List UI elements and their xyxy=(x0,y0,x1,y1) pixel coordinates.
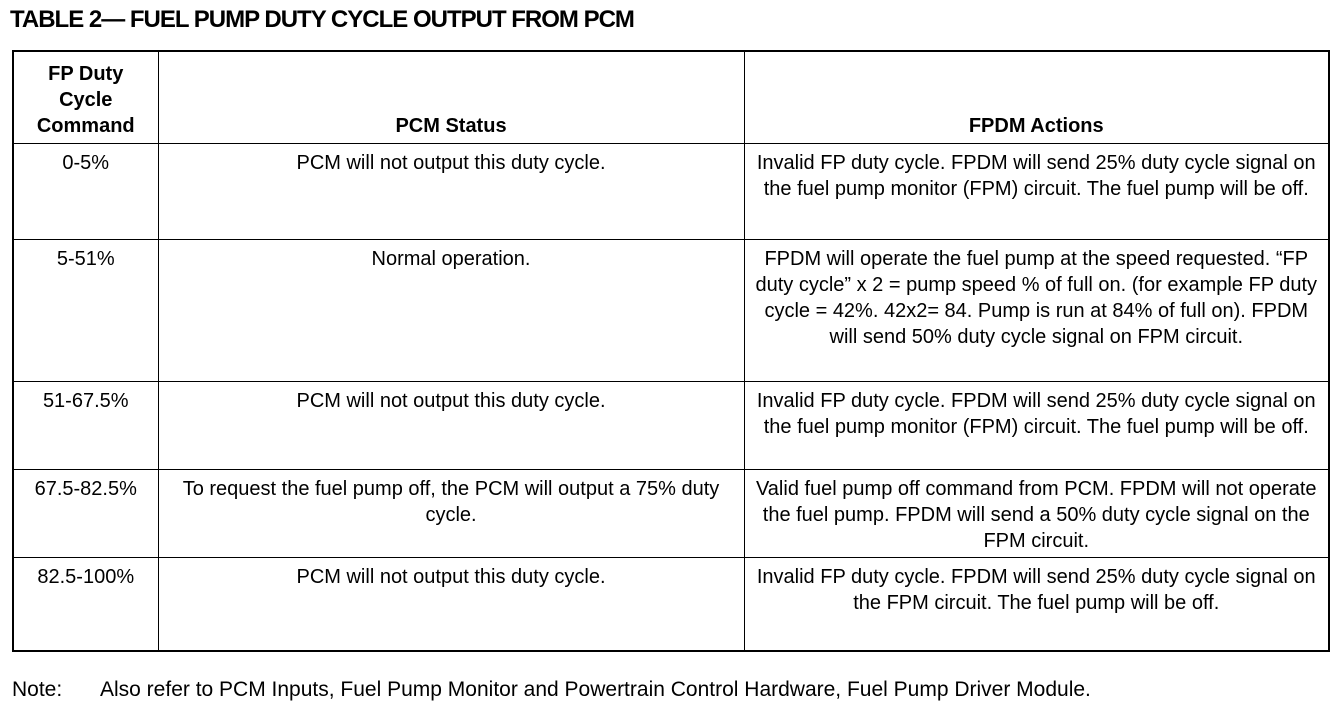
duty-cycle-table xyxy=(12,50,1330,652)
table-row xyxy=(13,239,1329,381)
cell-fpdm-actions: Invalid FP duty cycle. FPDM will send 25% duty cycle signal on the fuel pump monitor (FPM) circuit. The fuel pump will be off. xyxy=(744,143,1329,239)
cell-fpdm-actions: Invalid FP duty cycle. FPDM will send 25% duty cycle signal on the fuel pump monitor (FPM) circuit. The fuel pump will be off. xyxy=(744,381,1329,469)
header-command: FP Duty Cycle Command xyxy=(13,51,158,143)
cell-command: 67.5-82.5% xyxy=(13,469,158,557)
cell-pcm-status: PCM will not output this duty cycle. xyxy=(158,381,744,469)
note-label: Note: xyxy=(12,678,63,701)
cell-pcm-status: Normal operation. xyxy=(158,239,744,381)
cell-command: 0-5% xyxy=(13,143,158,239)
table-row xyxy=(13,557,1329,651)
cell-fpdm-actions: FPDM will operate the fuel pump at the speed requested. “FP duty cycle” x 2 = pump speed % of full on. (for example FP duty cycle = 42%. 42x2= 84. Pump is run at 84% of full on). FPDM will send 50% duty cycle signal on FPM circuit. xyxy=(744,239,1329,381)
header-pcm-status: PCM Status xyxy=(158,51,744,143)
cell-command: 5-51% xyxy=(13,239,158,381)
table-title: TABLE 2— FUEL PUMP DUTY CYCLE OUTPUT FROM PCM xyxy=(10,6,634,33)
table-row xyxy=(13,143,1329,239)
cell-command: 51-67.5% xyxy=(13,381,158,469)
table-row xyxy=(13,381,1329,469)
cell-command: 82.5-100% xyxy=(13,557,158,651)
header-row xyxy=(13,51,1329,143)
note-text: Also refer to PCM Inputs, Fuel Pump Monitor and Powertrain Control Hardware, Fuel Pump Driver Module. xyxy=(100,678,1091,701)
header-fpdm-actions: FPDM Actions xyxy=(744,51,1329,143)
cell-pcm-status: PCM will not output this duty cycle. xyxy=(158,143,744,239)
footnote xyxy=(12,678,1091,702)
cell-pcm-status: PCM will not output this duty cycle. xyxy=(158,557,744,651)
cell-fpdm-actions: Invalid FP duty cycle. FPDM will send 25% duty cycle signal on the FPM circuit. The fuel pump will be off. xyxy=(744,557,1329,651)
cell-fpdm-actions: Valid fuel pump off command from PCM. FPDM will not operate the fuel pump. FPDM will send a 50% duty cycle signal on the FPM circuit. xyxy=(744,469,1329,557)
cell-pcm-status: To request the fuel pump off, the PCM will output a 75% duty cycle. xyxy=(158,469,744,557)
table-row xyxy=(13,469,1329,557)
